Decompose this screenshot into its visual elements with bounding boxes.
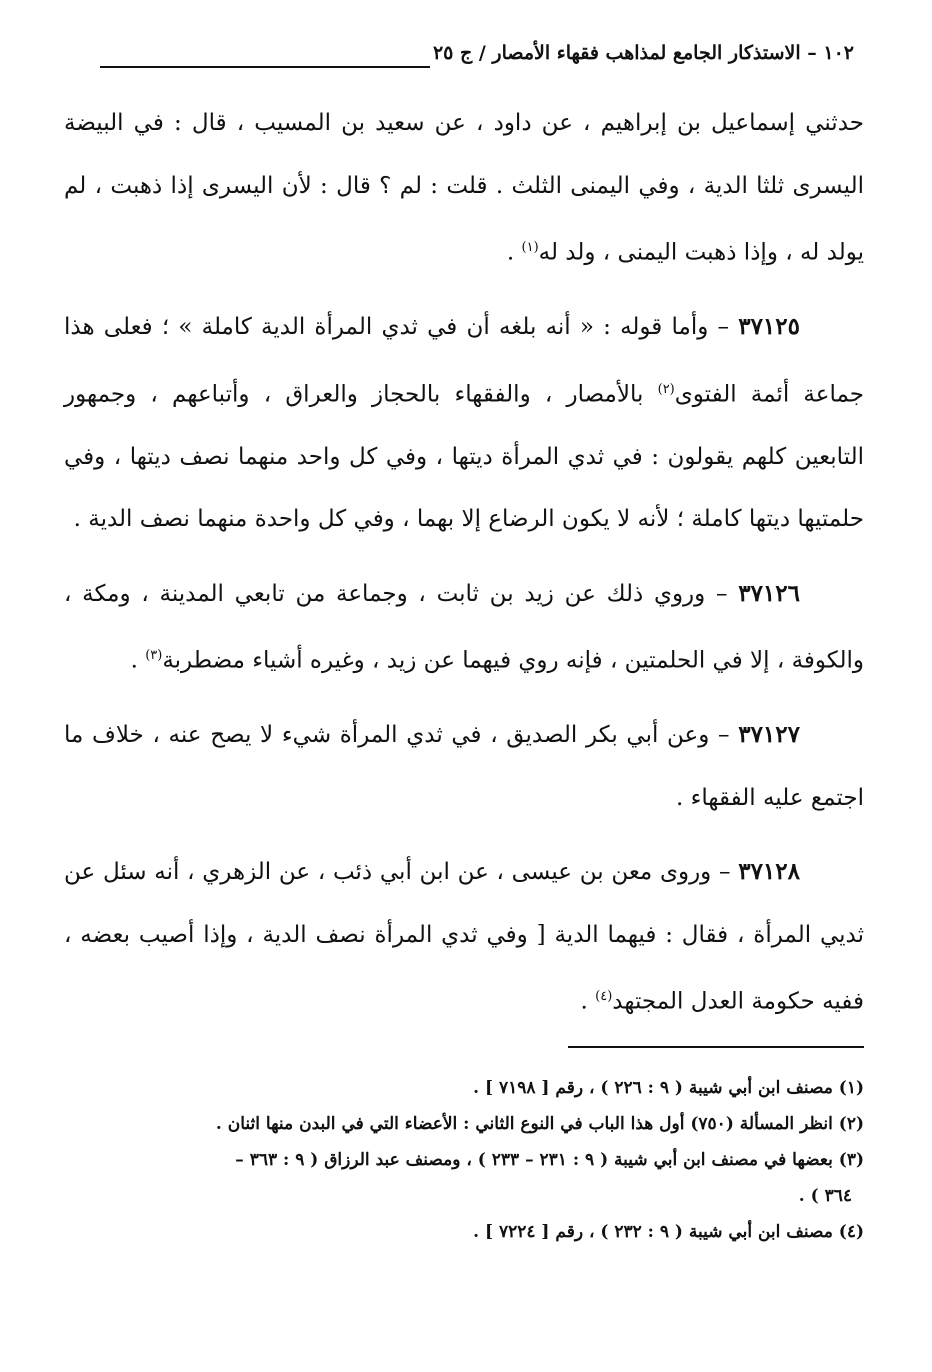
footnote-ref: (٢): [657, 381, 675, 397]
footnote-text: (١) مصنف ابن أبي شيبة ( ٩ : ٢٢٦ ) ، رقم [ ٧١٩٨ ] .: [473, 1078, 864, 1098]
paragraph-tail: .: [130, 647, 146, 674]
paragraph-text: – وروى معن بن عيسى ، عن ابن أبي ذئب ، عن الزهري ، أنه سئل عن ثديي المرأة ، فقال : فيهما الدية [ وفي ثدي المرأة نصف الدية ، وإذا أصيب بعضه ، ففيه حكومة العدل المجتهد: [64, 859, 864, 1016]
paragraph-text: حدثني إسماعيل بن إبراهيم ، عن داود ، عن سعيد بن المسيب ، قال : في البيضة اليسرى ثلثا الدية ، وفي اليمنى الثلث . قلت : لم ؟ قال : لأن اليسرى إذا ذهبت ، لم يولد له ، وإذا ذهبت اليمنى ، ولد له: [64, 110, 864, 266]
footnote-ref: (١): [521, 240, 539, 255]
paragraph-tail: .: [580, 989, 596, 1016]
paragraph-text: – وعن أبي بكر الصديق ، في ثدي المرأة شيء لا يصح عنه ، خلاف ما اجتمع عليه الفقهاء .: [64, 722, 864, 811]
paragraph-continuation: [64, 92, 864, 284]
paragraph-tail: .: [506, 239, 522, 266]
footnote-text: (٣) بعضها في مصنف ابن أبي شيبة ( ٩ : ٢٣١ – ٢٣٣ ) ، ومصنف عبد الرزاق ( ٩ : ٣٦٣ –: [235, 1150, 864, 1170]
footnote-ref: (٤): [595, 989, 613, 1005]
paragraph-tail: بالأمصار ، والفقهاء بالحجاز والعراق ، وأتباعهم ، وجمهور التابعين كلهم يقولون : في ثدي المرأة ديتها ، وفي كل واحد منهما نصف ديتها ، وفي حلمتيها ديتها كاملة ؛ لأنه لا يكون الرضاع إلا بهما ، وفي كل واحدة منهما نصف الدية .: [64, 381, 864, 533]
footnote-continuation: ٣٦٤ ) .: [798, 1186, 852, 1206]
footnote-rule: [568, 1046, 864, 1048]
footnote-1: [64, 1070, 864, 1106]
footnote-2: [64, 1106, 864, 1142]
running-head: ١٠٢ – الاستذكار الجامع لمذاهب فقهاء الأمصار / ج ٢٥: [432, 42, 854, 64]
paragraph-number: ٣٧١٢٧: [738, 721, 800, 749]
paragraph-37125: [64, 296, 864, 551]
footnote-4: [64, 1214, 864, 1250]
paragraph-text: – وأما قوله : « أنه بلغه أن في ثدي المرأة الدية كاملة » ؛ فعلى هذا جماعة أئمة الفتوى: [64, 314, 864, 408]
footnote-text: (٤) مصنف ابن أبي شيبة ( ٩ : ٢٣٢ ) ، رقم [ ٧٢٢٤ ] .: [473, 1222, 864, 1242]
paragraph-text: – وروي ذلك عن زيد بن ثابت ، وجماعة من تابعي المدينة ، ومكة ، والكوفة ، إلا في الحلمتين ، فإنه روي فيهما عن زيد ، وغيره أشياء مضطربة: [64, 580, 864, 674]
paragraph-37126: [64, 563, 864, 693]
paragraph-37128: [64, 841, 864, 1033]
paragraph-number: ٣٧١٢٦: [738, 579, 800, 607]
paragraph-number: ٣٧١٢٥: [738, 313, 800, 341]
paragraph-number: ٣٧١٢٨: [738, 858, 800, 886]
main-text: [64, 92, 864, 1046]
footnote-3: [64, 1142, 864, 1214]
footnotes: [64, 1070, 864, 1250]
footnote-text: (٢) انظر المسألة (٧٥٠) أول هذا الباب في النوع الثاني : الأعضاء التي في البدن منها اثنان .: [215, 1114, 864, 1134]
footnote-ref: (٣): [145, 648, 163, 664]
paragraph-37127: [64, 704, 864, 829]
header-rule: [100, 66, 430, 68]
